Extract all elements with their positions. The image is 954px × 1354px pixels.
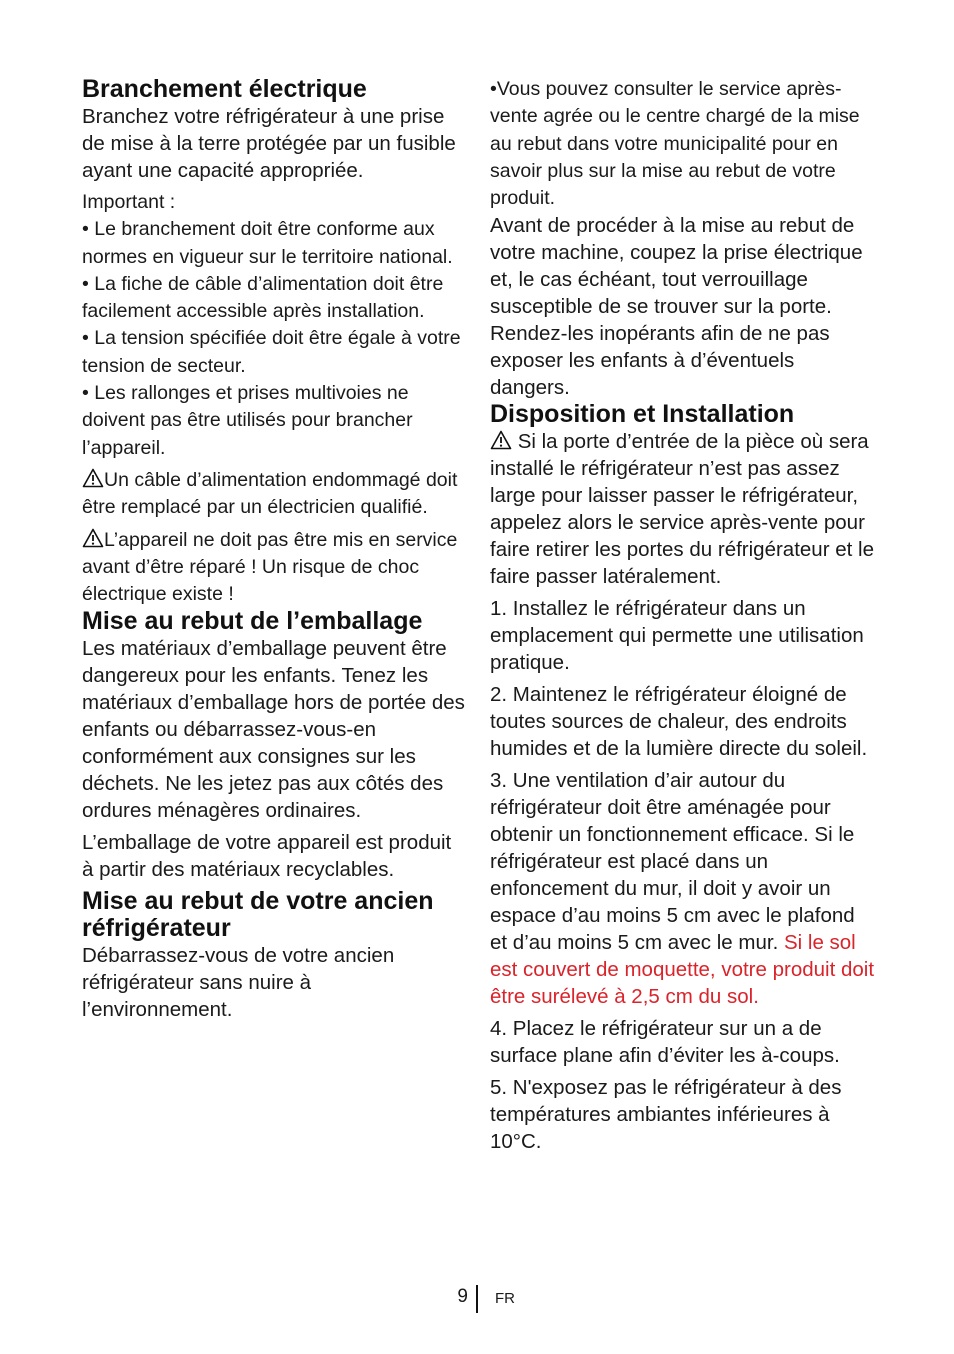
warning-paragraph-1 [82,467,467,522]
page-footer [0,1285,954,1315]
branchement-paragraph: Branchez votre réfrigérateur à une prise de mise à la terre protégée par un fusible ayant une capacité appropriée. [82,105,456,182]
step-5: 5. N'exposez pas le réfrigérateur à des températures ambiantes inférieures à 10°C. [490,1076,842,1154]
left-column [82,76,467,1023]
ancien-paragraph: Débarrassez-vous de votre ancien réfrigérateur sans nuire à l’environnement. [82,944,395,1022]
section-title-emballage: Mise au rebut de l’emballage [82,607,423,636]
important-item-4: • Les rallonges et prises multivoies ne doivent pas être utilisés pour brancher l’appareil. [82,382,413,459]
warning-paragraph-2 [82,527,467,609]
section-title-ancien: Mise au rebut de votre ancien réfrigérateur [82,887,434,943]
section-title-disposition: Disposition et Installation [490,400,795,429]
step-3-text: 3. Une ventilation d’air autour du réfrigérateur doit être aménagée pour obtenir un fonctionnement efficace. Si le réfrigérateur est placé dans un enfoncement du mur, il doit y avoir un espace d’au moins 5 cm avec le plafond et d’au moins 5 cm avec le mur. [490,769,855,955]
step-3 [490,767,875,1010]
warning-text-2: L’appareil ne doit pas être mis en service avant d’être réparé ! Un risque de choc électrique existe ! [82,528,458,606]
warning-triangle-icon [82,528,104,548]
avant-paragraph: Avant de procéder à la mise au rebut de votre machine, coupez la prise électrique et, le cas échéant, tout verrouillage susceptible de se trouver sur la porte. Rendez-les inopérants afin de ne pas exposer les enfants à d’éventuels dangers. [490,214,863,400]
page-number: 9 [457,1286,468,1307]
important-item-1: • Le branchement doit être conforme aux normes en vigueur sur le territoire national. [82,218,453,268]
important-label: Important : [82,191,176,213]
emballage-paragraph-2: L’emballage de votre appareil est produit à partir des matériaux recyclables. [82,831,452,882]
disposition-warning-text: Si la porte d’entrée de la pièce où sera installé le réfrigérateur n’est pas assez large pour laisser passer le réfrigérateur, appelez alors le service après-vente pour faire retirer les portes du réfrigérateur et le faire passer latéralement. [490,430,874,589]
emballage-paragraph-1: Les matériaux d’emballage peuvent être dangereux pour les enfants. Tenez les matériaux d’emballage hors de portée des enfants ou débarrassez-vous-en conformément aux consignes sur les déchets. Ne les jetez pas aux côtés des ordures ménagères ordinaires. [82,637,465,823]
step-3-carpet-note: Si le sol est couvert de moquette, votre produit doit être surélevé à 2,5 cm du sol. [490,931,875,1009]
disposition-warning-paragraph [490,428,875,590]
right-column [490,76,875,1155]
step-4: 4. Placez le réfrigérateur sur un a de surface plane afin d’éviter les à-coups. [490,1017,840,1068]
step-2: 2. Maintenez le réfrigérateur éloigné de toutes sources de chaleur, des endroits humides et de la lumière directe du soleil. [490,683,868,761]
language-code: FR [495,1290,515,1307]
important-item-3: • La tension spécifiée doit être égale à votre tension de secteur. [82,327,461,377]
warning-text-1: Un câble d’alimentation endommagé doit être remplacé par un électricien qualifié. [82,468,458,519]
important-item-2: • La fiche de câble d’alimentation doit être facilement accessible après installation. [82,272,444,323]
service-paragraph: •Vous pouvez consulter le service après-vente agrée ou le centre chargé de la mise au rebut dans votre municipalité pour en savoir plus sur la mise au rebut de votre produit. [490,78,860,210]
step-1: 1. Installez le réfrigérateur dans un emplacement qui permette une utilisation pratique. [490,597,864,675]
warning-triangle-icon [82,468,104,488]
warning-triangle-icon [490,430,512,450]
footer-divider [476,1285,478,1313]
section-title-branchement: Branchement électrique [82,75,367,103]
